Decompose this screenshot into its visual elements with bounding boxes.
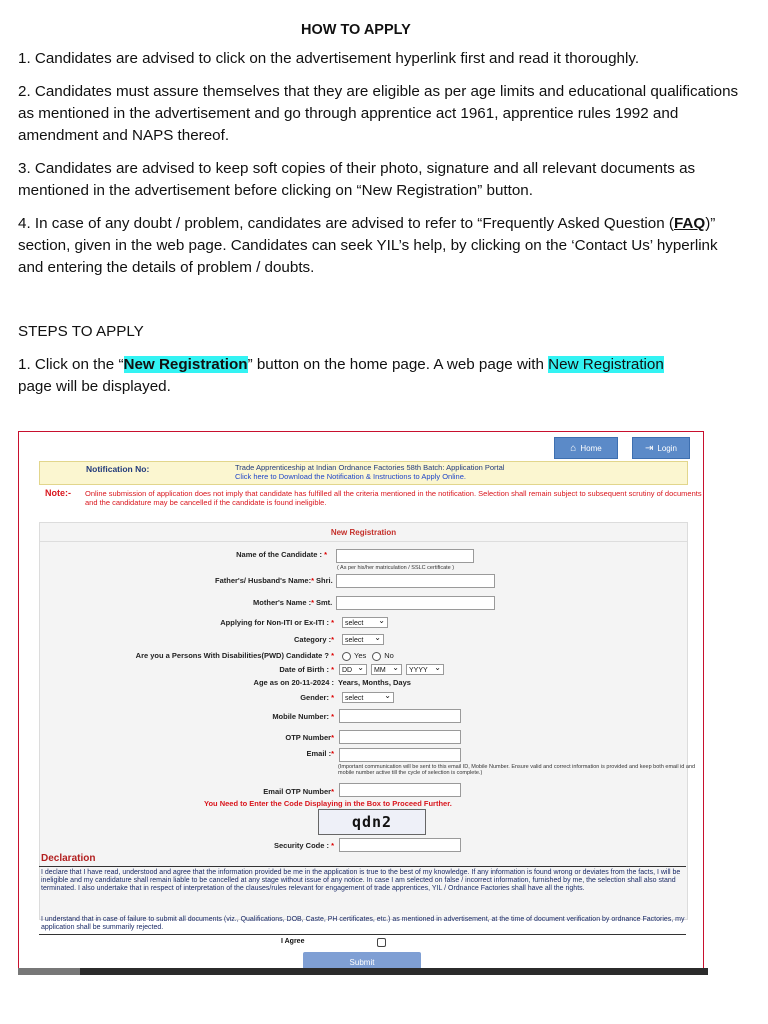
- step-4-text-a: 4. In case of any doubt / problem, candidates are advised to refer to “Frequently Asked Question (: [18, 215, 674, 232]
- pwd-no-label: No: [384, 651, 394, 660]
- mother-name-input[interactable]: [336, 596, 495, 610]
- how-to-apply-step-1: 1. Candidates are advised to click on the advertisement hyperlink first and read it thoroughly.: [18, 50, 640, 67]
- how-to-apply-step-2: 2. Candidates must assure themselves that they are eligible as per age limits and educational qualifications as mentioned in the advertisement and go through apprentice act 1961, apprentice rules 1992 and amendment and NAPS thereof.: [18, 83, 739, 144]
- faq-link[interactable]: FAQ: [673, 215, 706, 232]
- login-button[interactable]: [632, 437, 690, 459]
- category-label: Category :*: [293, 635, 334, 644]
- screenshot-scrollbar[interactable]: [18, 968, 708, 975]
- new-registration-highlight: New Registration: [548, 356, 664, 373]
- how-to-apply-step-3: 3. Candidates are advised to keep soft copies of their photo, signature and all relevant documents as mentioned in the advertisement before clicking on “New Registration” button.: [18, 160, 696, 199]
- name-label-text: Name of the Candidate :: [236, 550, 322, 559]
- captcha-image: qdn2: [318, 809, 426, 835]
- home-icon: ⌂: [570, 442, 577, 454]
- email-label: Email :*: [306, 749, 334, 758]
- registration-screenshot: [18, 431, 704, 975]
- form-divider: [40, 541, 687, 542]
- pwd-no-radio[interactable]: [372, 652, 381, 661]
- agree-checkbox[interactable]: [377, 938, 386, 947]
- security-code-input[interactable]: [339, 838, 461, 852]
- steps-step-1: [18, 354, 746, 398]
- iti-label: Applying for Non-ITI or Ex-ITI : *: [220, 618, 334, 627]
- iti-select[interactable]: select ⌄: [342, 617, 388, 628]
- dob-label: Date of Birth : *: [279, 665, 334, 674]
- mother-name-label: Mother's Name :*: [253, 598, 314, 607]
- pwd-label: Are you a Persons With Disabilities(PWD) Candidate ? *: [135, 651, 334, 660]
- captcha-prompt: You Need to Enter the Code Displaying in the Box to Proceed Further.: [204, 799, 452, 808]
- declaration-divider-bottom: [39, 934, 686, 935]
- email-otp-label-text: Email OTP Number: [263, 787, 332, 796]
- declaration-heading: Declaration: [41, 853, 96, 864]
- how-to-apply-step-4: [18, 213, 746, 279]
- mobile-number-input[interactable]: [339, 709, 461, 723]
- category-select[interactable]: select ⌄: [342, 634, 384, 645]
- age-label: Age as on 20-11-2024 :: [253, 678, 334, 687]
- category-label-text: Category :: [293, 635, 332, 644]
- new-registration-highlight-bold: New Registration: [123, 356, 248, 373]
- mobile-label: Mobile Number: *: [272, 712, 334, 721]
- declaration-text: I declare that I have read, understood and agree that the information provided be me in the application is true to the best of my knowledge. If any information is found wrong or deviates from the facts, I will be ineligible and my candidature shall remain liable to be cancelled at any stage without issue of any notice. In case I am selected on false / incorrect information, furnished by me, the selection shall also stand terminated. I also undertake that in respect of interpretation of the clauses/rules relevant for engagement of trade apprentices, YIL / Ordnance Factories shall have all the rights.: [41, 869, 681, 892]
- agree-label: I Agree: [281, 938, 305, 945]
- name-hint: ( As per his/her matriculation / SSLC certificate ): [337, 565, 455, 571]
- form-title: New Registration: [330, 528, 397, 537]
- home-button[interactable]: [554, 437, 618, 459]
- father-prefix: Shri.: [316, 576, 333, 585]
- otp-number-input[interactable]: [339, 730, 461, 744]
- mobile-label-text: Mobile Number:: [272, 712, 329, 721]
- email-otp-input[interactable]: [339, 783, 461, 797]
- mother-label-text: Mother's Name :: [253, 598, 312, 607]
- notification-banner: [39, 461, 688, 485]
- otp-label-text: OTP Number: [285, 733, 332, 742]
- dob-year-select[interactable]: YYYY ⌄: [406, 664, 444, 675]
- dob-month-select[interactable]: MM ⌄: [371, 664, 402, 675]
- login-button-label: Login: [657, 443, 677, 453]
- dob-label-text: Date of Birth :: [279, 665, 329, 674]
- step-1-text-c: page will be displayed.: [18, 378, 171, 395]
- email-label-text: Email :: [306, 749, 332, 758]
- submit-button[interactable]: Submit: [303, 952, 421, 972]
- security-label-text: Security Code :: [273, 841, 329, 850]
- step-1-text-b: ” button on the home page. A web page with: [247, 356, 549, 373]
- gender-label-text: Gender:: [300, 693, 329, 702]
- father-label-text: Father's/ Husband's Name:: [214, 576, 312, 585]
- note-label: Note:-: [45, 488, 71, 498]
- gender-label: Gender: *: [300, 693, 334, 702]
- declaration-text-2: I understand that in case of failure to submit all documents (viz., Qualifications, DOB, Caste, PH certificates, etc.) as mentioned in advertisement, at the time of document verification by ordnance Factories, my application shall be summarily rejected.: [41, 916, 685, 931]
- notification-label: Notification No:: [86, 464, 150, 474]
- father-name-label: Father's/ Husband's Name:*: [214, 576, 314, 585]
- scrollbar-thumb[interactable]: [18, 968, 80, 975]
- iti-label-text: Applying for Non-ITI or Ex-ITI :: [220, 618, 329, 627]
- email-otp-label: Email OTP Number*: [263, 787, 334, 796]
- mother-prefix: Smt.: [316, 598, 333, 607]
- email-hint: (Important communication will be sent to this email ID, Mobile Number. Ensure valid and correct information is provided and keep both email id and mobile number active till the cycle of selection is complete.): [338, 764, 696, 776]
- page-title: HOW TO APPLY: [301, 22, 411, 38]
- login-icon: ⇥: [645, 442, 654, 454]
- registration-form: [39, 522, 696, 920]
- declaration-divider: [39, 866, 686, 867]
- step-4-text-b: )” section, given in the web page. Candidates can seek YIL’s help, by clicking on the ‘Contact Us’ hyperlink and entering the details of problem / doubts.: [18, 215, 718, 276]
- notification-download-link[interactable]: Click here to Download the Notification & Instructions to Apply Online.: [235, 472, 466, 481]
- note-block: [45, 488, 702, 507]
- email-input[interactable]: [339, 748, 461, 762]
- home-button-label: Home: [580, 443, 602, 453]
- candidate-name-input[interactable]: [336, 549, 474, 563]
- note-text: Online submission of application does not imply that candidate has fulfilled all the criteria mentioned in the notification. Selection shall remain subject to subsequent scrutiny of documents and the candidature may be cancelled if the candidate is found ineligible.: [85, 489, 702, 507]
- notification-title: Trade Apprenticeship at Indian Ordnance Factories 58th Batch: Application Portal: [235, 463, 505, 472]
- dob-day-select[interactable]: DD ⌄: [339, 664, 367, 675]
- pwd-yes-radio[interactable]: [342, 652, 351, 661]
- step-1-text-a: 1. Click on the “: [18, 356, 124, 373]
- age-value: Years, Months, Days: [338, 678, 411, 687]
- pwd-yes-label: Yes: [354, 651, 367, 660]
- steps-heading: STEPS TO APPLY: [18, 323, 144, 340]
- pwd-radio-group: [336, 651, 394, 661]
- gender-select[interactable]: select ⌄: [342, 692, 394, 703]
- father-name-input[interactable]: [336, 574, 495, 588]
- otp-label: OTP Number*: [285, 733, 334, 742]
- name-label: Name of the Candidate : *: [236, 550, 327, 559]
- pwd-label-text: Are you a Persons With Disabilities(PWD) Candidate ?: [135, 651, 329, 660]
- security-code-label: Security Code : *: [273, 841, 334, 850]
